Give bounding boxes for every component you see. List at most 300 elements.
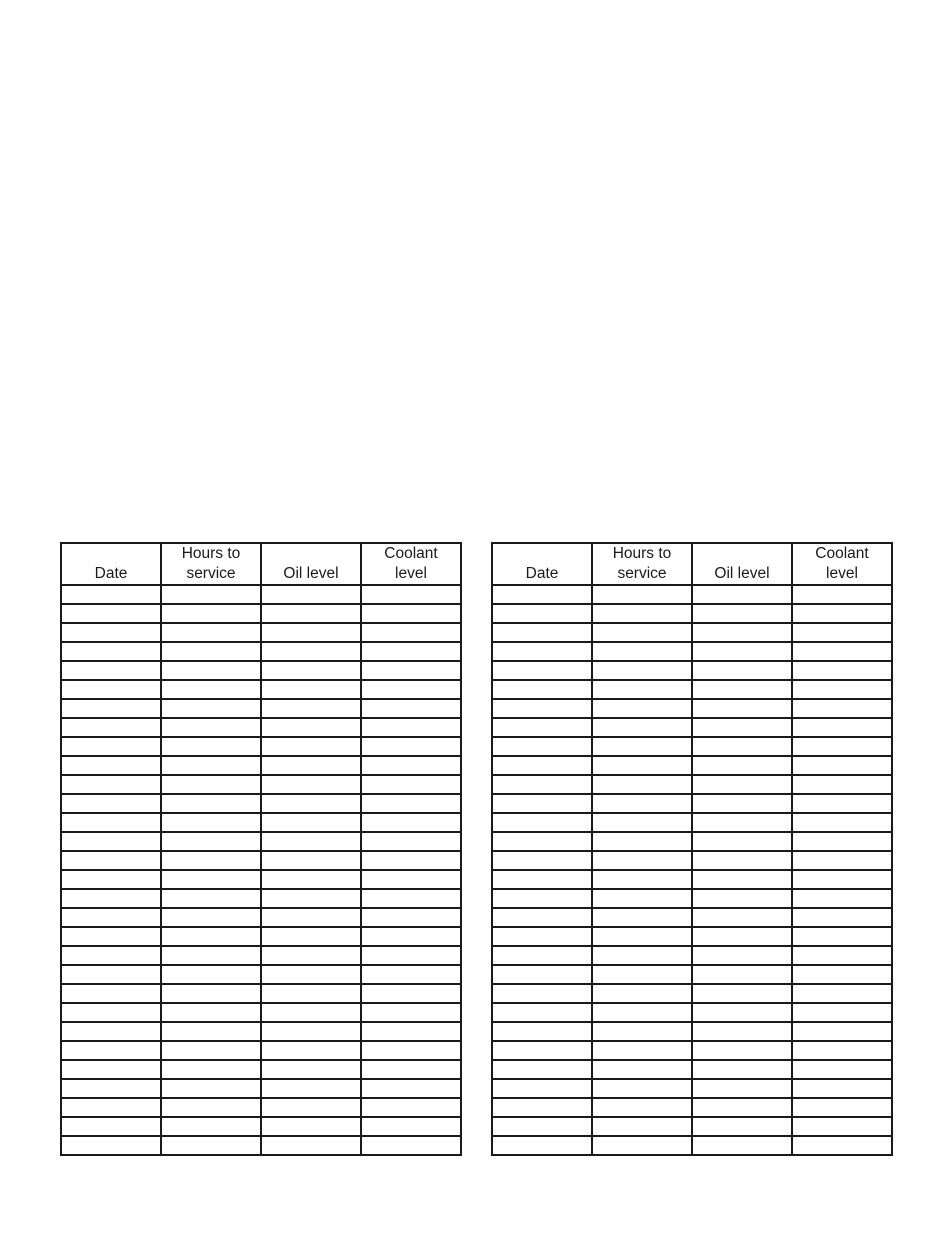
- hours-to-service-cell[interactable]: [592, 813, 692, 832]
- hours-to-service-cell[interactable]: [161, 1098, 261, 1117]
- table-row: [61, 1079, 461, 1098]
- hours-to-service-cell[interactable]: [592, 699, 692, 718]
- hours-to-service-cell[interactable]: [592, 946, 692, 965]
- oil-level-cell[interactable]: [261, 1117, 361, 1136]
- oil-level-cell[interactable]: [261, 984, 361, 1003]
- oil-level-cell[interactable]: [692, 623, 792, 642]
- date-cell[interactable]: [492, 813, 592, 832]
- coolant-level-cell[interactable]: [792, 984, 892, 1003]
- coolant-level-cell[interactable]: [792, 1041, 892, 1060]
- date-cell[interactable]: [61, 908, 161, 927]
- coolant-level-cell[interactable]: [361, 661, 461, 680]
- oil-level-cell[interactable]: [692, 718, 792, 737]
- table-row: [61, 699, 461, 718]
- date-cell[interactable]: [492, 604, 592, 623]
- table-row: [492, 1022, 892, 1041]
- table-row: [61, 1022, 461, 1041]
- coolant-level-cell[interactable]: [792, 927, 892, 946]
- oil-level-cell[interactable]: [261, 1060, 361, 1079]
- coolant-level-cell[interactable]: [361, 775, 461, 794]
- hours-to-service-cell[interactable]: [161, 1060, 261, 1079]
- oil-level-cell[interactable]: [261, 661, 361, 680]
- table-row: [61, 832, 461, 851]
- hours-to-service-cell[interactable]: [161, 813, 261, 832]
- date-cell[interactable]: [492, 1079, 592, 1098]
- hours-to-service-cell[interactable]: [592, 1003, 692, 1022]
- date-cell[interactable]: [492, 1098, 592, 1117]
- table-row: [492, 1041, 892, 1060]
- date-cell[interactable]: [61, 604, 161, 623]
- oil-level-cell[interactable]: [692, 1060, 792, 1079]
- hours-to-service-cell[interactable]: [592, 1136, 692, 1155]
- oil-level-cell[interactable]: [692, 965, 792, 984]
- date-cell[interactable]: [61, 813, 161, 832]
- date-cell[interactable]: [492, 718, 592, 737]
- coolant-level-cell[interactable]: [361, 699, 461, 718]
- hours-to-service-cell[interactable]: [161, 661, 261, 680]
- date-cell[interactable]: [61, 1060, 161, 1079]
- oil-level-cell[interactable]: [692, 870, 792, 889]
- coolant-level-cell[interactable]: [361, 1098, 461, 1117]
- hours-to-service-cell[interactable]: [161, 946, 261, 965]
- coolant-level-cell[interactable]: [792, 680, 892, 699]
- hours-to-service-header: Hours to service: [161, 543, 261, 585]
- coolant-level-cell[interactable]: [361, 832, 461, 851]
- oil-level-cell[interactable]: [261, 1041, 361, 1060]
- oil-level-cell[interactable]: [692, 1003, 792, 1022]
- table-row: [61, 718, 461, 737]
- table-row: [61, 623, 461, 642]
- date-cell[interactable]: [492, 585, 592, 604]
- coolant-level-cell[interactable]: [361, 1136, 461, 1155]
- oil-level-cell[interactable]: [692, 737, 792, 756]
- hours-to-service-cell[interactable]: [592, 775, 692, 794]
- coolant-level-cell[interactable]: [361, 642, 461, 661]
- date-cell[interactable]: [492, 1117, 592, 1136]
- date-cell[interactable]: [61, 1003, 161, 1022]
- hours-to-service-cell[interactable]: [161, 927, 261, 946]
- hours-to-service-cell[interactable]: [592, 718, 692, 737]
- date-cell[interactable]: [61, 661, 161, 680]
- hours-to-service-cell[interactable]: [592, 737, 692, 756]
- hours-to-service-cell[interactable]: [592, 1098, 692, 1117]
- coolant-level-cell[interactable]: [792, 813, 892, 832]
- oil-level-cell[interactable]: [692, 775, 792, 794]
- table-row: [492, 718, 892, 737]
- header-row: [61, 543, 461, 585]
- coolant-level-cell[interactable]: [361, 889, 461, 908]
- hours-to-service-cell[interactable]: [161, 642, 261, 661]
- date-cell[interactable]: [492, 680, 592, 699]
- oil-level-cell[interactable]: [692, 699, 792, 718]
- table-row: [492, 832, 892, 851]
- oil-level-cell[interactable]: [692, 604, 792, 623]
- table-row: [61, 1117, 461, 1136]
- table-row: [61, 1041, 461, 1060]
- date-cell[interactable]: [61, 718, 161, 737]
- oil-level-cell[interactable]: [692, 889, 792, 908]
- coolant-level-cell[interactable]: [361, 984, 461, 1003]
- table-row: [492, 585, 892, 604]
- coolant-level-cell[interactable]: [792, 756, 892, 775]
- date-cell[interactable]: [61, 1022, 161, 1041]
- hours-to-service-cell[interactable]: [592, 794, 692, 813]
- hours-to-service-cell[interactable]: [161, 680, 261, 699]
- hours-to-service-header: Hours to service: [592, 543, 692, 585]
- oil-level-cell[interactable]: [261, 1022, 361, 1041]
- oil-level-cell[interactable]: [261, 585, 361, 604]
- oil-level-cell[interactable]: [261, 756, 361, 775]
- oil-level-cell[interactable]: [692, 984, 792, 1003]
- coolant-level-cell[interactable]: [792, 851, 892, 870]
- coolant-level-cell[interactable]: [792, 794, 892, 813]
- oil-level-cell[interactable]: [692, 756, 792, 775]
- date-cell[interactable]: [492, 661, 592, 680]
- date-cell[interactable]: [61, 927, 161, 946]
- date-cell[interactable]: [61, 1098, 161, 1117]
- coolant-level-cell[interactable]: [792, 1136, 892, 1155]
- hours-to-service-cell[interactable]: [161, 1003, 261, 1022]
- date-cell[interactable]: [61, 585, 161, 604]
- table-row: [492, 623, 892, 642]
- oil-level-cell[interactable]: [692, 927, 792, 946]
- oil-level-cell[interactable]: [692, 1117, 792, 1136]
- date-cell[interactable]: [61, 946, 161, 965]
- oil-level-cell[interactable]: [261, 832, 361, 851]
- date-cell[interactable]: [61, 699, 161, 718]
- oil-level-cell[interactable]: [261, 965, 361, 984]
- oil-level-cell[interactable]: [692, 680, 792, 699]
- oil-level-header: Oil level: [261, 543, 361, 585]
- oil-level-cell[interactable]: [692, 1022, 792, 1041]
- hours-to-service-cell[interactable]: [592, 585, 692, 604]
- hours-to-service-cell[interactable]: [161, 699, 261, 718]
- hours-to-service-cell[interactable]: [161, 1117, 261, 1136]
- service-log-table-left: [60, 542, 462, 1156]
- date-cell[interactable]: [492, 1136, 592, 1155]
- hours-to-service-cell[interactable]: [161, 604, 261, 623]
- hours-to-service-cell[interactable]: [592, 832, 692, 851]
- coolant-level-cell[interactable]: [361, 737, 461, 756]
- coolant-level-cell[interactable]: [792, 775, 892, 794]
- date-cell[interactable]: [492, 889, 592, 908]
- table-row: [61, 1136, 461, 1155]
- coolant-level-cell[interactable]: [792, 965, 892, 984]
- hours-to-service-cell[interactable]: [592, 1041, 692, 1060]
- table-row: [61, 756, 461, 775]
- table-row: [492, 642, 892, 661]
- coolant-level-cell[interactable]: [792, 642, 892, 661]
- table-row: [492, 1136, 892, 1155]
- oil-level-cell[interactable]: [261, 927, 361, 946]
- oil-level-cell[interactable]: [692, 1098, 792, 1117]
- table-row: [492, 965, 892, 984]
- coolant-level-cell[interactable]: [792, 661, 892, 680]
- date-cell[interactable]: [492, 737, 592, 756]
- coolant-level-cell[interactable]: [792, 585, 892, 604]
- oil-level-cell[interactable]: [261, 794, 361, 813]
- coolant-level-cell[interactable]: [792, 1117, 892, 1136]
- table-row: [61, 870, 461, 889]
- coolant-level-cell[interactable]: [792, 604, 892, 623]
- hours-to-service-cell[interactable]: [161, 965, 261, 984]
- oil-level-cell[interactable]: [261, 680, 361, 699]
- hours-to-service-cell[interactable]: [161, 1022, 261, 1041]
- hours-to-service-cell[interactable]: [592, 680, 692, 699]
- hours-to-service-cell[interactable]: [592, 984, 692, 1003]
- oil-level-cell[interactable]: [692, 813, 792, 832]
- coolant-level-cell[interactable]: [792, 1003, 892, 1022]
- table-row: [61, 1098, 461, 1117]
- date-cell[interactable]: [61, 1117, 161, 1136]
- coolant-level-cell[interactable]: [361, 1022, 461, 1041]
- date-cell[interactable]: [61, 794, 161, 813]
- table-row: [492, 737, 892, 756]
- hours-to-service-cell[interactable]: [161, 1136, 261, 1155]
- date-cell[interactable]: [61, 965, 161, 984]
- hours-to-service-cell[interactable]: [161, 585, 261, 604]
- oil-level-cell[interactable]: [261, 718, 361, 737]
- oil-level-cell[interactable]: [261, 870, 361, 889]
- coolant-level-cell[interactable]: [361, 965, 461, 984]
- oil-level-cell[interactable]: [261, 813, 361, 832]
- coolant-level-cell[interactable]: [792, 946, 892, 965]
- date-cell[interactable]: [492, 756, 592, 775]
- date-cell[interactable]: [61, 1041, 161, 1060]
- coolant-level-cell[interactable]: [361, 813, 461, 832]
- hours-to-service-cell[interactable]: [592, 623, 692, 642]
- oil-level-cell[interactable]: [261, 1079, 361, 1098]
- oil-level-cell[interactable]: [692, 585, 792, 604]
- date-cell[interactable]: [492, 908, 592, 927]
- oil-level-header: Oil level: [692, 543, 792, 585]
- hours-to-service-cell[interactable]: [592, 965, 692, 984]
- hours-to-service-cell[interactable]: [592, 1079, 692, 1098]
- oil-level-cell[interactable]: [261, 1098, 361, 1117]
- oil-level-cell[interactable]: [692, 794, 792, 813]
- hours-to-service-cell[interactable]: [592, 604, 692, 623]
- date-cell[interactable]: [61, 1136, 161, 1155]
- hours-to-service-cell[interactable]: [161, 870, 261, 889]
- oil-level-cell[interactable]: [261, 737, 361, 756]
- table-row: [61, 1003, 461, 1022]
- table-row: [61, 984, 461, 1003]
- oil-level-cell[interactable]: [261, 604, 361, 623]
- oil-level-cell[interactable]: [692, 1041, 792, 1060]
- table-row: [492, 775, 892, 794]
- hours-to-service-cell[interactable]: [592, 1022, 692, 1041]
- table-row: [61, 889, 461, 908]
- date-cell[interactable]: [492, 794, 592, 813]
- table-row: [492, 946, 892, 965]
- hours-to-service-cell[interactable]: [161, 737, 261, 756]
- date-cell[interactable]: [61, 851, 161, 870]
- coolant-level-cell[interactable]: [361, 908, 461, 927]
- table-row: [61, 908, 461, 927]
- hours-to-service-cell[interactable]: [161, 1079, 261, 1098]
- hours-to-service-cell[interactable]: [161, 832, 261, 851]
- oil-level-cell[interactable]: [261, 775, 361, 794]
- coolant-level-cell[interactable]: [792, 718, 892, 737]
- date-cell[interactable]: [492, 1003, 592, 1022]
- hours-to-service-cell[interactable]: [592, 642, 692, 661]
- oil-level-cell[interactable]: [261, 1003, 361, 1022]
- table-row: [492, 680, 892, 699]
- hours-to-service-cell[interactable]: [592, 756, 692, 775]
- coolant-level-cell[interactable]: [792, 737, 892, 756]
- table-row: [492, 1117, 892, 1136]
- date-cell[interactable]: [61, 680, 161, 699]
- date-cell[interactable]: [61, 984, 161, 1003]
- hours-to-service-cell[interactable]: [161, 984, 261, 1003]
- coolant-level-cell[interactable]: [792, 1079, 892, 1098]
- table-row: [61, 661, 461, 680]
- table-row: [61, 946, 461, 965]
- coolant-level-cell[interactable]: [361, 927, 461, 946]
- hours-to-service-cell[interactable]: [592, 889, 692, 908]
- table-row: [492, 889, 892, 908]
- hours-to-service-cell[interactable]: [161, 908, 261, 927]
- date-cell[interactable]: [492, 870, 592, 889]
- coolant-level-cell[interactable]: [361, 604, 461, 623]
- oil-level-cell[interactable]: [261, 623, 361, 642]
- hours-to-service-cell[interactable]: [592, 661, 692, 680]
- hours-to-service-cell[interactable]: [161, 851, 261, 870]
- oil-level-cell[interactable]: [261, 946, 361, 965]
- hours-to-service-cell[interactable]: [592, 908, 692, 927]
- coolant-level-cell[interactable]: [361, 1003, 461, 1022]
- hours-to-service-cell[interactable]: [161, 756, 261, 775]
- oil-level-cell[interactable]: [261, 699, 361, 718]
- date-cell[interactable]: [61, 832, 161, 851]
- date-header: Date: [492, 543, 592, 585]
- date-cell[interactable]: [492, 775, 592, 794]
- date-cell[interactable]: [492, 965, 592, 984]
- hours-to-service-cell[interactable]: [161, 794, 261, 813]
- oil-level-cell[interactable]: [692, 946, 792, 965]
- table-row: [492, 1098, 892, 1117]
- oil-level-cell[interactable]: [261, 851, 361, 870]
- coolant-level-cell[interactable]: [361, 946, 461, 965]
- date-cell[interactable]: [492, 984, 592, 1003]
- oil-level-cell[interactable]: [692, 908, 792, 927]
- table-row: [492, 1003, 892, 1022]
- date-cell[interactable]: [61, 870, 161, 889]
- coolant-level-cell[interactable]: [361, 756, 461, 775]
- date-cell[interactable]: [61, 775, 161, 794]
- hours-to-service-cell[interactable]: [161, 775, 261, 794]
- table-row: [492, 1060, 892, 1079]
- date-header: Date: [61, 543, 161, 585]
- coolant-level-cell[interactable]: [361, 585, 461, 604]
- coolant-level-cell[interactable]: [361, 1041, 461, 1060]
- coolant-level-cell[interactable]: [361, 623, 461, 642]
- table-row: [492, 699, 892, 718]
- coolant-level-cell[interactable]: [792, 908, 892, 927]
- coolant-level-cell[interactable]: [361, 680, 461, 699]
- oil-level-cell[interactable]: [692, 1136, 792, 1155]
- hours-to-service-cell[interactable]: [592, 927, 692, 946]
- date-cell[interactable]: [492, 851, 592, 870]
- hours-to-service-cell[interactable]: [592, 870, 692, 889]
- oil-level-cell[interactable]: [261, 908, 361, 927]
- coolant-level-cell[interactable]: [792, 870, 892, 889]
- table-row: [61, 965, 461, 984]
- hours-to-service-cell[interactable]: [161, 718, 261, 737]
- hours-to-service-cell[interactable]: [161, 889, 261, 908]
- oil-level-cell[interactable]: [692, 661, 792, 680]
- table-row: [61, 604, 461, 623]
- hours-to-service-cell[interactable]: [592, 1117, 692, 1136]
- coolant-level-cell[interactable]: [792, 1098, 892, 1117]
- coolant-level-cell[interactable]: [792, 699, 892, 718]
- date-cell[interactable]: [492, 832, 592, 851]
- date-cell[interactable]: [492, 1060, 592, 1079]
- coolant-level-cell[interactable]: [361, 718, 461, 737]
- coolant-level-cell[interactable]: [792, 1022, 892, 1041]
- date-cell[interactable]: [492, 1022, 592, 1041]
- table-row: [61, 737, 461, 756]
- table-row: [492, 908, 892, 927]
- table-row: [492, 661, 892, 680]
- coolant-level-cell[interactable]: [792, 623, 892, 642]
- date-cell[interactable]: [61, 642, 161, 661]
- table-row: [492, 851, 892, 870]
- date-cell[interactable]: [492, 946, 592, 965]
- coolant-level-cell[interactable]: [361, 1079, 461, 1098]
- hours-to-service-cell[interactable]: [161, 623, 261, 642]
- date-cell[interactable]: [61, 756, 161, 775]
- table-row: [61, 851, 461, 870]
- date-cell[interactable]: [61, 623, 161, 642]
- coolant-level-cell[interactable]: [361, 870, 461, 889]
- coolant-level-cell[interactable]: [792, 1060, 892, 1079]
- table-row: [61, 794, 461, 813]
- coolant-level-header: Coolant level: [792, 543, 892, 585]
- oil-level-cell[interactable]: [692, 832, 792, 851]
- coolant-level-header: Coolant level: [361, 543, 461, 585]
- header-row: [492, 543, 892, 585]
- date-cell[interactable]: [61, 737, 161, 756]
- oil-level-cell[interactable]: [261, 889, 361, 908]
- date-cell[interactable]: [61, 1079, 161, 1098]
- hours-to-service-cell[interactable]: [161, 1041, 261, 1060]
- hours-to-service-cell[interactable]: [592, 851, 692, 870]
- coolant-level-cell[interactable]: [792, 889, 892, 908]
- table-row: [492, 756, 892, 775]
- date-cell[interactable]: [492, 927, 592, 946]
- oil-level-cell[interactable]: [261, 1136, 361, 1155]
- table-row: [61, 585, 461, 604]
- hours-to-service-cell[interactable]: [592, 1060, 692, 1079]
- coolant-level-cell[interactable]: [361, 1060, 461, 1079]
- coolant-level-cell[interactable]: [792, 832, 892, 851]
- coolant-level-cell[interactable]: [361, 1117, 461, 1136]
- oil-level-cell[interactable]: [692, 1079, 792, 1098]
- oil-level-cell[interactable]: [261, 642, 361, 661]
- date-cell[interactable]: [492, 642, 592, 661]
- table-row: [492, 794, 892, 813]
- coolant-level-cell[interactable]: [361, 794, 461, 813]
- coolant-level-cell[interactable]: [361, 851, 461, 870]
- table-row: [61, 813, 461, 832]
- oil-level-cell[interactable]: [692, 642, 792, 661]
- date-cell[interactable]: [492, 1041, 592, 1060]
- date-cell[interactable]: [492, 623, 592, 642]
- date-cell[interactable]: [492, 699, 592, 718]
- date-cell[interactable]: [61, 889, 161, 908]
- oil-level-cell[interactable]: [692, 851, 792, 870]
